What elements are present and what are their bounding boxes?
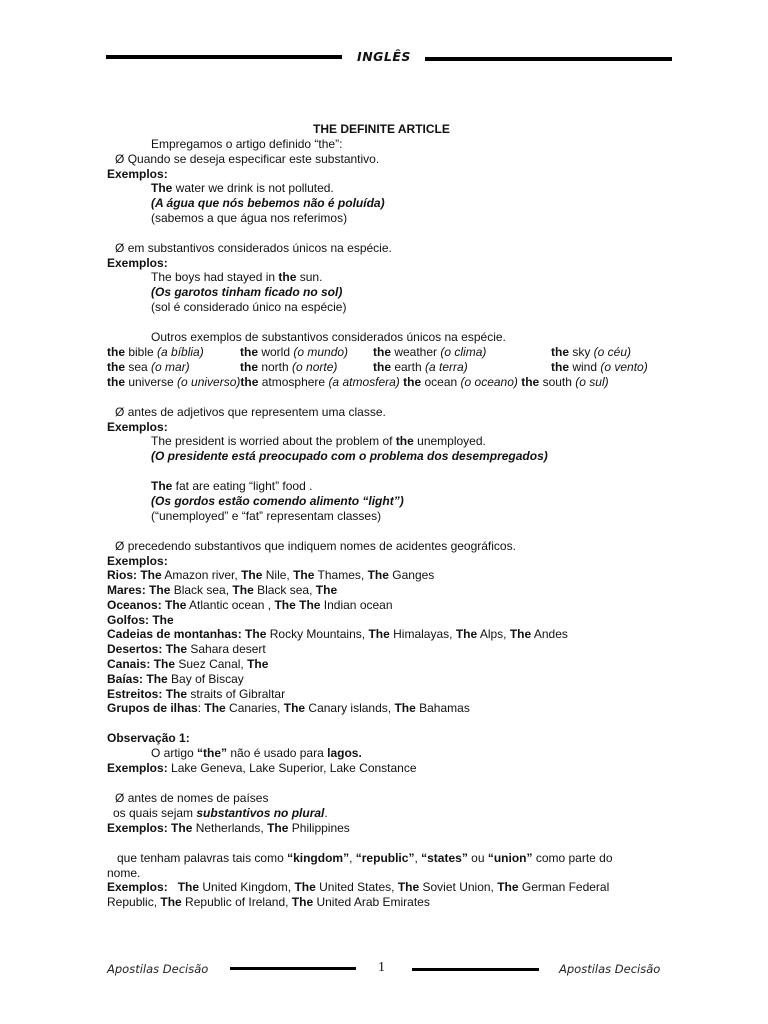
unique-noun-row: the universe (o universo)the atmosphere (a atmosfera) the ocean (o oceano) the south (o sul) xyxy=(107,375,609,389)
section4-rule: Ø precedendo substantivos que indiquem nomes de acidentes geográficos. xyxy=(115,539,516,553)
footer-rule-left xyxy=(230,967,356,970)
unique-noun: the north (o norte) xyxy=(240,360,338,374)
section3-example1: The president is worried about the problem of the unemployed. xyxy=(151,434,486,448)
section4-examples-label: Exemplos: xyxy=(107,554,168,568)
section1-translation: (A água que nós bebemos não é poluída) xyxy=(151,196,385,210)
section5-examples2: Exemplos: The United Kingdom, The United States, The Soviet Union, The German Federal xyxy=(107,880,610,894)
section3-example2: The fat are eating “light” food . xyxy=(151,479,313,493)
obs1-text: O artigo “the” não é usado para lagos. xyxy=(151,746,362,760)
unique-noun: the earth (a terra) xyxy=(373,360,468,374)
section5-examples2-cont: Republic, The Republic of Ireland, The United Arab Emirates xyxy=(107,895,430,909)
page-title: THE DEFINITE ARTICLE xyxy=(313,122,450,136)
rios-line: Rios: The Amazon river, The Nile, The Thames, The Ganges xyxy=(107,568,435,582)
baias-line: Baías: The Bay of Biscay xyxy=(107,672,244,686)
grupos-line: Grupos de ilhas: The Canaries, The Canary islands, The Bahamas xyxy=(107,701,470,715)
unique-noun: the sea (o mar) xyxy=(107,360,190,374)
section3-note: (“unemployed” e “fat” representam classes) xyxy=(151,509,382,523)
unique-noun: the weather (o clima) xyxy=(373,345,487,359)
cadeias-line: Cadeias de montanhas: The Rocky Mountains, The Himalayas, The Alps, The Andes xyxy=(107,627,568,641)
section1-note: (sabemos a que água nos referimos) xyxy=(151,211,348,225)
section2-rule: Ø em substantivos considerados únicos na espécie. xyxy=(115,241,392,255)
section3-rule: Ø antes de adjetivos que representem uma classe. xyxy=(115,405,386,419)
obs1-examples: Exemplos: Lake Geneva, Lake Superior, Lake Constance xyxy=(107,761,417,775)
desertos-line: Desertos: The Sahara desert xyxy=(107,642,266,656)
bullet-symbol: Ø xyxy=(115,152,125,166)
golfos-line: Golfos: The xyxy=(107,613,174,627)
section5-rule: Ø antes de nomes de países xyxy=(115,791,269,805)
canais-line: Canais: The Suez Canal, The xyxy=(107,657,269,671)
footer-left: Apostilas Decisão xyxy=(107,962,209,976)
section1-examples-label: Exemplos: xyxy=(107,167,168,181)
section3-translation1: (O presidente está preocupado com o problema dos desempregados) xyxy=(151,449,548,463)
page-number: 1 xyxy=(378,960,385,975)
intro-text: Empregamos o artigo definido “the”: xyxy=(151,137,343,151)
mares-line: Mares: The Black sea, The Black sea, The xyxy=(107,583,338,597)
section2-outros: Outros exemplos de substantivos considerados únicos na espécie. xyxy=(151,330,506,344)
unique-noun: the sky (o céu) xyxy=(551,345,632,359)
section5-line3: que tenham palavras tais como “kingdom”, “republic”, “states” ou “union” como parte do xyxy=(117,851,613,865)
footer-rule-right xyxy=(412,968,539,971)
header-title: INGLÊS xyxy=(357,49,411,64)
header-rule-right xyxy=(425,57,672,61)
section2-example: The boys had stayed in the sun. xyxy=(151,270,323,284)
unique-noun: the bible (a bíblia) xyxy=(107,345,204,359)
section1-example: The water we drink is not polluted. xyxy=(151,181,334,195)
section5-line4: nome. xyxy=(107,866,141,880)
unique-noun: the world (o mundo) xyxy=(240,345,349,359)
section5-line2: os quais sejam substantivos no plural. xyxy=(113,806,328,820)
section2-translation: (Os garotos tinham ficado no sol) xyxy=(151,285,343,299)
section3-translation2: (Os gordos estão comendo alimento “light”) xyxy=(151,494,404,508)
section2-note: (sol é considerado único na espécie) xyxy=(151,300,347,314)
unique-noun: the wind (o vento) xyxy=(551,360,648,374)
section1-rule: Ø Quando se deseja especificar este substantivo. xyxy=(115,152,380,166)
section3-examples-label: Exemplos: xyxy=(107,420,168,434)
footer-right: Apostilas Decisão xyxy=(559,962,661,976)
oceanos-line: Oceanos: The Atlantic ocean , The The Indian ocean xyxy=(107,598,393,612)
estreitos-line: Estreitos: The straits of Gibraltar xyxy=(107,687,286,701)
header-rule-left xyxy=(106,55,342,59)
obs1-label: Observação 1: xyxy=(107,731,190,745)
section5-examples: Exemplos: The Netherlands, The Philippines xyxy=(107,821,350,835)
section2-examples-label: Exemplos: xyxy=(107,256,168,270)
